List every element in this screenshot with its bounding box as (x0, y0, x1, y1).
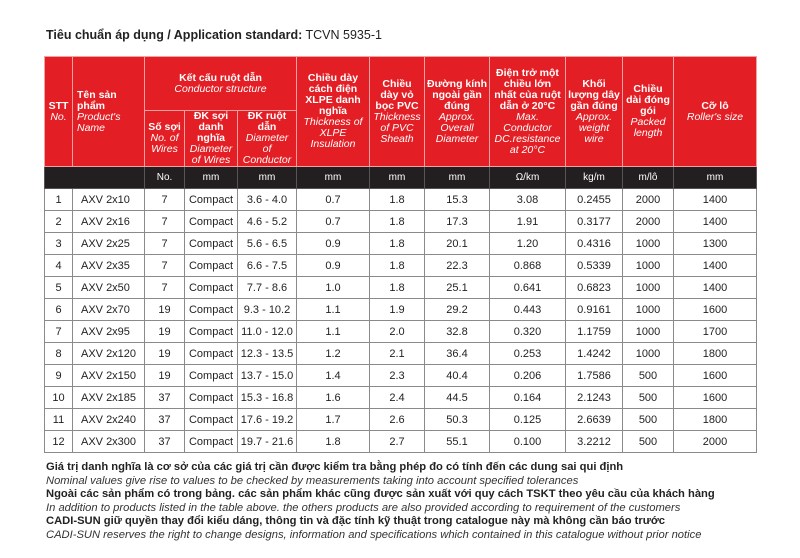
table-cell: Compact (185, 431, 238, 453)
table-cell: 0.7 (297, 211, 370, 233)
table-cell: 7 (145, 255, 185, 277)
table-cell: 1600 (674, 387, 757, 409)
header-xlpe: Chiều dày cách điện XLPE danh nghĩa Thickness of XLPE Insulation (297, 57, 370, 167)
table-cell: 5 (45, 277, 73, 299)
unit-cell: mm (674, 167, 757, 189)
table-cell: 1800 (674, 409, 757, 431)
table-cell: Compact (185, 409, 238, 431)
table-row (45, 431, 757, 453)
table-cell: 12 (45, 431, 73, 453)
unit-cell: mm (185, 167, 238, 189)
table-cell: 1800 (674, 343, 757, 365)
table-cell: 15.3 - 16.8 (238, 387, 297, 409)
table-cell: 22.3 (425, 255, 490, 277)
table-cell: 44.5 (425, 387, 490, 409)
table-cell: 1.1 (297, 321, 370, 343)
table-cell: 15.3 (425, 189, 490, 211)
table-cell: 19 (145, 321, 185, 343)
table-cell: 20.1 (425, 233, 490, 255)
table-cell: 50.3 (425, 409, 490, 431)
table-row (45, 387, 757, 409)
header-wires: Số sợi No. of Wires (145, 111, 185, 167)
table-cell: 19.7 - 21.6 (238, 431, 297, 453)
table-row (45, 189, 757, 211)
units-row (45, 167, 757, 189)
table-cell: 2.3 (370, 365, 425, 387)
unit-cell: mm (238, 167, 297, 189)
table-cell: 11 (45, 409, 73, 431)
table-cell: 3 (45, 233, 73, 255)
table-cell: 0.9161 (566, 299, 623, 321)
table-cell: 19 (145, 343, 185, 365)
table-cell: 1.4242 (566, 343, 623, 365)
table-cell: 1.8 (370, 211, 425, 233)
standard-value: TCVN 5935-1 (305, 28, 382, 42)
table-row (45, 211, 757, 233)
standard-label: Tiêu chuẩn áp dụng / Application standard: (46, 28, 303, 42)
table-cell: Compact (185, 255, 238, 277)
table-cell: 1.8 (297, 431, 370, 453)
header-overall: Đường kính ngoài gần đúng Approx. Overall Diameter (425, 57, 490, 167)
table-row (45, 321, 757, 343)
table-cell: 1.8 (370, 255, 425, 277)
table-cell: 1000 (623, 299, 674, 321)
note-vi: Giá trị danh nghĩa là cơ sở của các giá trị cần được kiểm tra bằng phép đo có tính đến các dung sai qui định (46, 461, 624, 473)
table-cell: 0.9 (297, 233, 370, 255)
table-cell: AXV 2x300 (73, 431, 145, 453)
table-cell: 1400 (674, 277, 757, 299)
table-cell: 0.320 (490, 321, 566, 343)
table-cell: 1400 (674, 255, 757, 277)
table-cell: 55.1 (425, 431, 490, 453)
note-en: CADI-SUN reserves the right to change designs, information and specifications which contained in this catalogue without prior notice (46, 528, 702, 541)
table-cell: 2.7 (370, 431, 425, 453)
table-cell: 2000 (674, 431, 757, 453)
table-cell: 1.20 (490, 233, 566, 255)
unit-cell: No. (145, 167, 185, 189)
table-cell: 1.2 (297, 343, 370, 365)
table-cell: 1.91 (490, 211, 566, 233)
table-cell: AXV 2x120 (73, 343, 145, 365)
table-cell: 9 (45, 365, 73, 387)
table-cell: 1400 (674, 211, 757, 233)
table-cell: 8 (45, 343, 73, 365)
table-cell: AXV 2x35 (73, 255, 145, 277)
table-cell: 1000 (623, 343, 674, 365)
table-cell: 7 (145, 211, 185, 233)
table-cell: 1.1 (297, 299, 370, 321)
table-row (45, 277, 757, 299)
table-cell: 1.8 (370, 277, 425, 299)
table-cell: 0.125 (490, 409, 566, 431)
table-cell: 0.443 (490, 299, 566, 321)
table-cell: 0.641 (490, 277, 566, 299)
table-cell: 1000 (623, 321, 674, 343)
table-cell: 19 (145, 299, 185, 321)
table-cell: 0.5339 (566, 255, 623, 277)
table-cell: 2000 (623, 189, 674, 211)
spec-table (44, 56, 757, 453)
table-cell: Compact (185, 277, 238, 299)
table-cell: 19 (145, 365, 185, 387)
note-vi: CADI-SUN giữ quyền thay đổi kiểu dáng, thông tin và đặc tính kỹ thuật trong catalogue này mà không cần báo trước (46, 515, 666, 528)
table-row (45, 365, 757, 387)
header-resistance: Điện trở một chiều lớn nhất của ruột dẫn ở 20°C Max. Conductor DC.resistance at 20°C (490, 57, 566, 167)
table-cell: 1.8 (370, 189, 425, 211)
table-cell: 1 (45, 189, 73, 211)
table-cell: 1.9 (370, 299, 425, 321)
table-cell: 2.1 (370, 343, 425, 365)
table-cell: 1.4 (297, 365, 370, 387)
table-cell: 10 (45, 387, 73, 409)
table-cell: 500 (623, 387, 674, 409)
table-cell: 6 (45, 299, 73, 321)
unit-cell: Ω/km (490, 167, 566, 189)
table-cell: 29.2 (425, 299, 490, 321)
table-cell: 2.1243 (566, 387, 623, 409)
table-cell: AXV 2x25 (73, 233, 145, 255)
table-cell: 0.100 (490, 431, 566, 453)
table-cell: AXV 2x95 (73, 321, 145, 343)
table-cell: 1300 (674, 233, 757, 255)
table-cell: 1000 (623, 277, 674, 299)
table-cell: Compact (185, 343, 238, 365)
table-cell: Compact (185, 321, 238, 343)
table-cell: 4.6 - 5.2 (238, 211, 297, 233)
table-cell: 7 (145, 189, 185, 211)
unit-cell (45, 167, 145, 189)
standard-line (46, 28, 382, 42)
unit-cell: mm (425, 167, 490, 189)
table-cell: 3.08 (490, 189, 566, 211)
header-packed: Chiều dài đóng gói Packed length (623, 57, 674, 167)
header-wire-dia: ĐK sợi danh nghĩa Diameter of Wires (185, 111, 238, 167)
table-cell: 3.6 - 4.0 (238, 189, 297, 211)
table-row (45, 233, 757, 255)
table-cell: 0.6823 (566, 277, 623, 299)
table-cell: 5.6 - 6.5 (238, 233, 297, 255)
header-weight: Khối lượng dây gần đúng Approx. weight wire (566, 57, 623, 167)
table-cell: 12.3 - 13.5 (238, 343, 297, 365)
table-cell: AXV 2x150 (73, 365, 145, 387)
table-cell: 0.7 (297, 189, 370, 211)
table-cell: 2.6 (370, 409, 425, 431)
table-cell: AXV 2x16 (73, 211, 145, 233)
table-cell: 7.7 - 8.6 (238, 277, 297, 299)
table-cell: Compact (185, 365, 238, 387)
table-cell: 13.7 - 15.0 (238, 365, 297, 387)
table-cell: 37 (145, 409, 185, 431)
unit-cell: kg/m (566, 167, 623, 189)
header-stt: STT No. (45, 57, 73, 167)
table-cell: 0.4316 (566, 233, 623, 255)
header-pvc: Chiều dày vỏ bọc PVC Thickness of PVC Sheath (370, 57, 425, 167)
table-cell: 0.164 (490, 387, 566, 409)
table-cell: AXV 2x50 (73, 277, 145, 299)
table-cell: 500 (623, 409, 674, 431)
unit-cell: mm (370, 167, 425, 189)
table-cell: 1000 (623, 255, 674, 277)
table-cell: 0.253 (490, 343, 566, 365)
table-row (45, 409, 757, 431)
table-cell: 25.1 (425, 277, 490, 299)
table-cell: 37 (145, 387, 185, 409)
header-product: Tên sản phẩm Product's Name (73, 57, 145, 167)
table-cell: Compact (185, 189, 238, 211)
table-cell: 0.868 (490, 255, 566, 277)
header-conductor: Kết cấu ruột dẫn Conductor structure (145, 57, 297, 111)
table-cell: 7 (145, 233, 185, 255)
table-cell: AXV 2x240 (73, 409, 145, 431)
table-cell: Compact (185, 387, 238, 409)
note-en: Nominal values give rise to values to be checked by measurements taking into account specified tolerances (46, 474, 579, 487)
table-cell: AXV 2x185 (73, 387, 145, 409)
table-cell: 1.6 (297, 387, 370, 409)
note-en: In addition to products listed in the table above. the others products are also provided according to requirement of the customers (46, 501, 681, 514)
table-cell: 2 (45, 211, 73, 233)
table-cell: 1.7 (297, 409, 370, 431)
table-cell: 0.206 (490, 365, 566, 387)
table-cell: 500 (623, 431, 674, 453)
table-cell: 1000 (623, 233, 674, 255)
unit-cell: m/lô (623, 167, 674, 189)
table-cell: 7 (145, 277, 185, 299)
table-cell: 2.4 (370, 387, 425, 409)
table-cell: 6.6 - 7.5 (238, 255, 297, 277)
table-cell: 1.1759 (566, 321, 623, 343)
table-cell: 4 (45, 255, 73, 277)
table-cell: 2.0 (370, 321, 425, 343)
table-cell: Compact (185, 233, 238, 255)
table-cell: 1.0 (297, 277, 370, 299)
table-cell: 1400 (674, 189, 757, 211)
table-cell: 11.0 - 12.0 (238, 321, 297, 343)
table-cell: 1600 (674, 365, 757, 387)
table-cell: 32.8 (425, 321, 490, 343)
table-cell: 1.7586 (566, 365, 623, 387)
table-cell: AXV 2x10 (73, 189, 145, 211)
unit-cell: mm (297, 167, 370, 189)
table-cell: Compact (185, 299, 238, 321)
table-cell: 37 (145, 431, 185, 453)
table-cell: 500 (623, 365, 674, 387)
table-cell: 0.3177 (566, 211, 623, 233)
table-cell: AXV 2x70 (73, 299, 145, 321)
table-cell: 17.3 (425, 211, 490, 233)
table-cell: Compact (185, 211, 238, 233)
table-cell: 7 (45, 321, 73, 343)
table-cell: 0.9 (297, 255, 370, 277)
table-cell: 1600 (674, 299, 757, 321)
header-cond-dia: ĐK ruột dẫn Diameter of Conductor (238, 111, 297, 167)
table-cell: 9.3 - 10.2 (238, 299, 297, 321)
table-cell: 3.2212 (566, 431, 623, 453)
table-cell: 1700 (674, 321, 757, 343)
header-roller: Cỡ lô Roller's size (674, 57, 757, 167)
table-row (45, 255, 757, 277)
table-cell: 2.6639 (566, 409, 623, 431)
table-cell: 2000 (623, 211, 674, 233)
table-row (45, 299, 757, 321)
table-cell: 1.8 (370, 233, 425, 255)
table-cell: 17.6 - 19.2 (238, 409, 297, 431)
table-row (45, 343, 757, 365)
note-vi: Ngoài các sản phẩm có trong bảng. các sản phẩm khác cũng được sản xuất với quy cách TSKT theo yêu cầu của khách hàng (46, 488, 715, 501)
notes (46, 461, 766, 543)
table-cell: 40.4 (425, 365, 490, 387)
table-cell: 36.4 (425, 343, 490, 365)
table-cell: 0.2455 (566, 189, 623, 211)
